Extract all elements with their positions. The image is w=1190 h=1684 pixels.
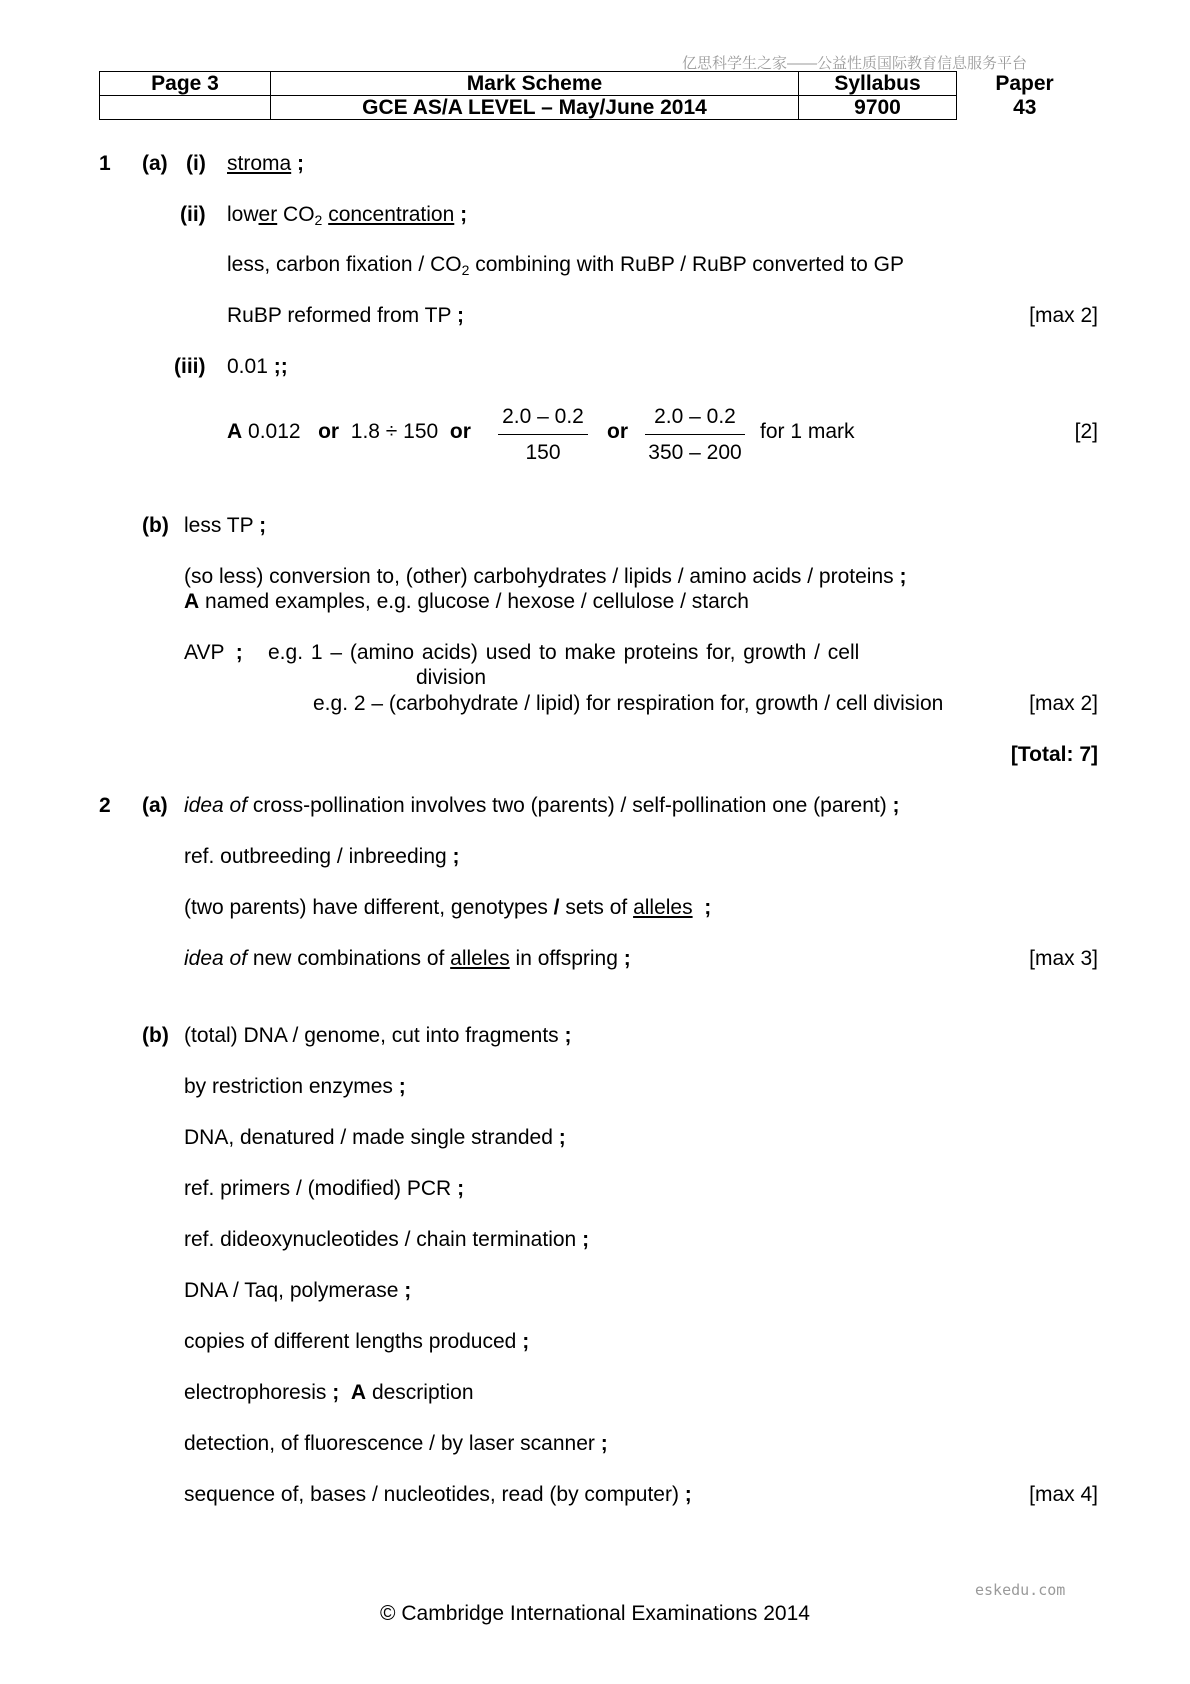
q1b-line3 xyxy=(184,590,749,613)
concentration-text: concentration xyxy=(328,203,455,226)
q1-total: [Total: 7] xyxy=(1010,743,1098,766)
q2b-text: ref. dideoxynucleotides / chain termination xyxy=(184,1228,577,1251)
q1b-line2 xyxy=(184,565,907,588)
conversion-text: (so less) conversion to, (other) carbohydrates / lipids / amino acids / proteins xyxy=(184,565,894,588)
rubp-text: combining with RuBP / RuBP converted to GP xyxy=(469,253,905,276)
q1aiii-alternatives xyxy=(227,420,471,443)
semicolon: ; xyxy=(899,565,907,588)
er-underline: er xyxy=(258,203,278,226)
semicolon: ; xyxy=(456,304,464,327)
semicolon: ; xyxy=(892,794,900,817)
semicolon: ; xyxy=(564,1024,572,1047)
semicolon: ; xyxy=(623,947,631,970)
or-text: or xyxy=(607,420,628,443)
sequence-text: sequence of, bases / nucleotides, read (by computer) xyxy=(184,1483,679,1506)
or-text: or xyxy=(318,420,340,443)
q1aii-line2 xyxy=(227,253,904,278)
semicolon: ; xyxy=(297,152,305,175)
semicolon: ; xyxy=(582,1228,590,1251)
semicolon: ; xyxy=(259,514,267,537)
q1b-label: (b) xyxy=(142,514,169,537)
accept-marker: A xyxy=(350,1381,367,1404)
semicolon: ; xyxy=(404,1279,412,1302)
q1b-line1 xyxy=(184,514,266,537)
watermark-top: 亿思科学生之家——公益性质国际教育信息服务平台 xyxy=(682,55,1028,72)
q2a-line2 xyxy=(184,845,460,868)
watermark-bottom: eskedu.com xyxy=(975,1581,1066,1599)
avp-text: AVP xyxy=(184,641,225,664)
paper-label: Paper xyxy=(995,72,1054,95)
sets-of-text: sets of xyxy=(565,896,634,919)
q1b-avp xyxy=(184,641,243,664)
description-text: description xyxy=(371,1381,474,1404)
less-tp-text: less TP xyxy=(184,514,254,537)
syllabus-label: Syllabus xyxy=(799,72,957,96)
semicolon: ; xyxy=(452,845,460,868)
q2a-line1 xyxy=(184,794,900,817)
lower-text: low xyxy=(227,203,259,226)
semicolon: ; xyxy=(522,1330,530,1353)
carbon-fixation-text: less, carbon fixation / CO xyxy=(227,253,462,276)
q2b-text: by restriction enzymes xyxy=(184,1075,393,1098)
fraction-1-numerator: 2.0 – 0.2 xyxy=(498,405,588,435)
footer-copyright: © Cambridge International Examinations 2014 xyxy=(380,1602,810,1625)
q2a-mark: [max 3] xyxy=(1029,947,1098,970)
q2b-sequence xyxy=(184,1483,692,1506)
q1b-eg1: e.g. 1 – (amino acids) used to make proteins for, growth / cell xyxy=(268,641,860,664)
semicolon: ; xyxy=(398,1075,406,1098)
fraction-2-denominator: 350 – 200 xyxy=(648,441,742,465)
q1b-eg1-cont: division xyxy=(416,666,487,689)
fraction-2 xyxy=(645,405,745,464)
q2-number: 2 xyxy=(99,794,111,817)
detection-text: detection, of fluorescence / by laser scanner xyxy=(184,1432,595,1455)
q1aii-line3 xyxy=(227,304,464,327)
doc-title: Mark Scheme xyxy=(271,72,799,96)
alleles-text: alleles xyxy=(633,896,693,919)
cross-pollination-text: cross-pollination involves two (parents) / self-pollination one (parent) xyxy=(247,794,887,817)
blank-cell xyxy=(100,96,271,120)
semicolon: ; xyxy=(704,896,712,919)
q1aii-label: (ii) xyxy=(180,203,206,226)
or-text: or xyxy=(449,420,471,443)
q2b-detection xyxy=(184,1432,608,1455)
q2b-text: DNA / Taq, polymerase xyxy=(184,1279,399,1302)
paper-number: 43 xyxy=(1013,96,1037,119)
semicolon: ; xyxy=(332,1381,340,1404)
semicolon: ; xyxy=(457,1177,465,1200)
rubp-reformed-text: RuBP reformed from TP xyxy=(227,304,452,327)
q1b-mark: [max 2] xyxy=(1029,692,1098,715)
new-combinations-text: new combinations of xyxy=(247,947,451,970)
syllabus-code: 9700 xyxy=(799,96,957,120)
accept-marker: A xyxy=(184,590,200,613)
q2b-line xyxy=(184,1126,566,1149)
q1a-label: (a) xyxy=(142,152,168,175)
q2b-line xyxy=(184,1330,529,1353)
fraction-2-numerator: 2.0 – 0.2 xyxy=(645,405,745,435)
q1b-eg2: e.g. 2 – (carbohydrate / lipid) for respiration for, growth / cell division xyxy=(313,692,944,715)
slash: / xyxy=(547,896,566,919)
co-text: CO xyxy=(283,203,315,226)
q2b-line xyxy=(184,1228,589,1251)
header-table xyxy=(99,71,1093,120)
alleles-text: alleles xyxy=(450,947,510,970)
co2-subscript: 2 xyxy=(461,262,470,278)
q1aii-line1 xyxy=(227,203,467,228)
q1aiii-answer xyxy=(227,355,288,378)
electrophoresis-text: electrophoresis xyxy=(184,1381,327,1404)
q1ai-label: (i) xyxy=(186,152,206,175)
q2a-line3 xyxy=(184,896,711,919)
q1ai-answer xyxy=(227,152,304,175)
accept-marker: A xyxy=(227,420,243,443)
q2b-line xyxy=(184,1075,406,1098)
named-examples-text: named examples, e.g. glucose / hexose / cellulose / starch xyxy=(205,590,749,613)
q2b-line xyxy=(184,1177,464,1200)
outbreeding-text: ref. outbreeding / inbreeding xyxy=(184,845,447,868)
q2b-text: (total) DNA / genome, cut into fragments xyxy=(184,1024,559,1047)
semicolon: ; xyxy=(558,1126,566,1149)
q1aiii-label: (iii) xyxy=(174,355,206,378)
page-number: Page 3 xyxy=(100,72,271,96)
q2b-mark: [max 4] xyxy=(1029,1483,1098,1506)
fraction-1-denominator: 150 xyxy=(525,441,561,465)
semicolon: ; xyxy=(460,203,468,226)
in-offspring-text: in offspring xyxy=(509,947,618,970)
alt-value-1: 0.012 xyxy=(248,420,301,443)
semicolon: ; xyxy=(684,1483,692,1506)
q2b-line xyxy=(184,1024,572,1047)
semicolon: ; xyxy=(235,641,243,664)
answer-value: 0.01 xyxy=(227,355,268,378)
q1-number: 1 xyxy=(99,152,111,175)
semicolon: ; xyxy=(600,1432,608,1455)
idea-of-text: idea of xyxy=(184,947,248,970)
q1aiii-mark: [2] xyxy=(1074,420,1098,443)
q2b-text: DNA, denatured / made single stranded xyxy=(184,1126,553,1149)
genotypes-text: (two parents) have different, genotypes xyxy=(184,896,548,919)
q2a-line4 xyxy=(184,947,631,970)
q2b-electrophoresis xyxy=(184,1381,474,1404)
stroma-text: stroma xyxy=(227,152,292,175)
fraction-1 xyxy=(498,405,588,464)
idea-of-text: idea of xyxy=(184,794,248,817)
co2-subscript: 2 xyxy=(314,212,323,228)
q2b-label: (b) xyxy=(142,1024,169,1047)
exam-title: GCE AS/A LEVEL – May/June 2014 xyxy=(271,96,799,120)
for-one-mark: for 1 mark xyxy=(760,420,855,443)
q1aii-mark: [max 2] xyxy=(1029,304,1098,327)
q2b-text: ref. primers / (modified) PCR xyxy=(184,1177,452,1200)
q2a-label: (a) xyxy=(142,794,168,817)
q2b-line xyxy=(184,1279,411,1302)
q2b-text: copies of different lengths produced xyxy=(184,1330,517,1353)
alt-value-2: 1.8 ÷ 150 xyxy=(350,420,439,443)
double-semicolon: ;; xyxy=(273,355,288,378)
